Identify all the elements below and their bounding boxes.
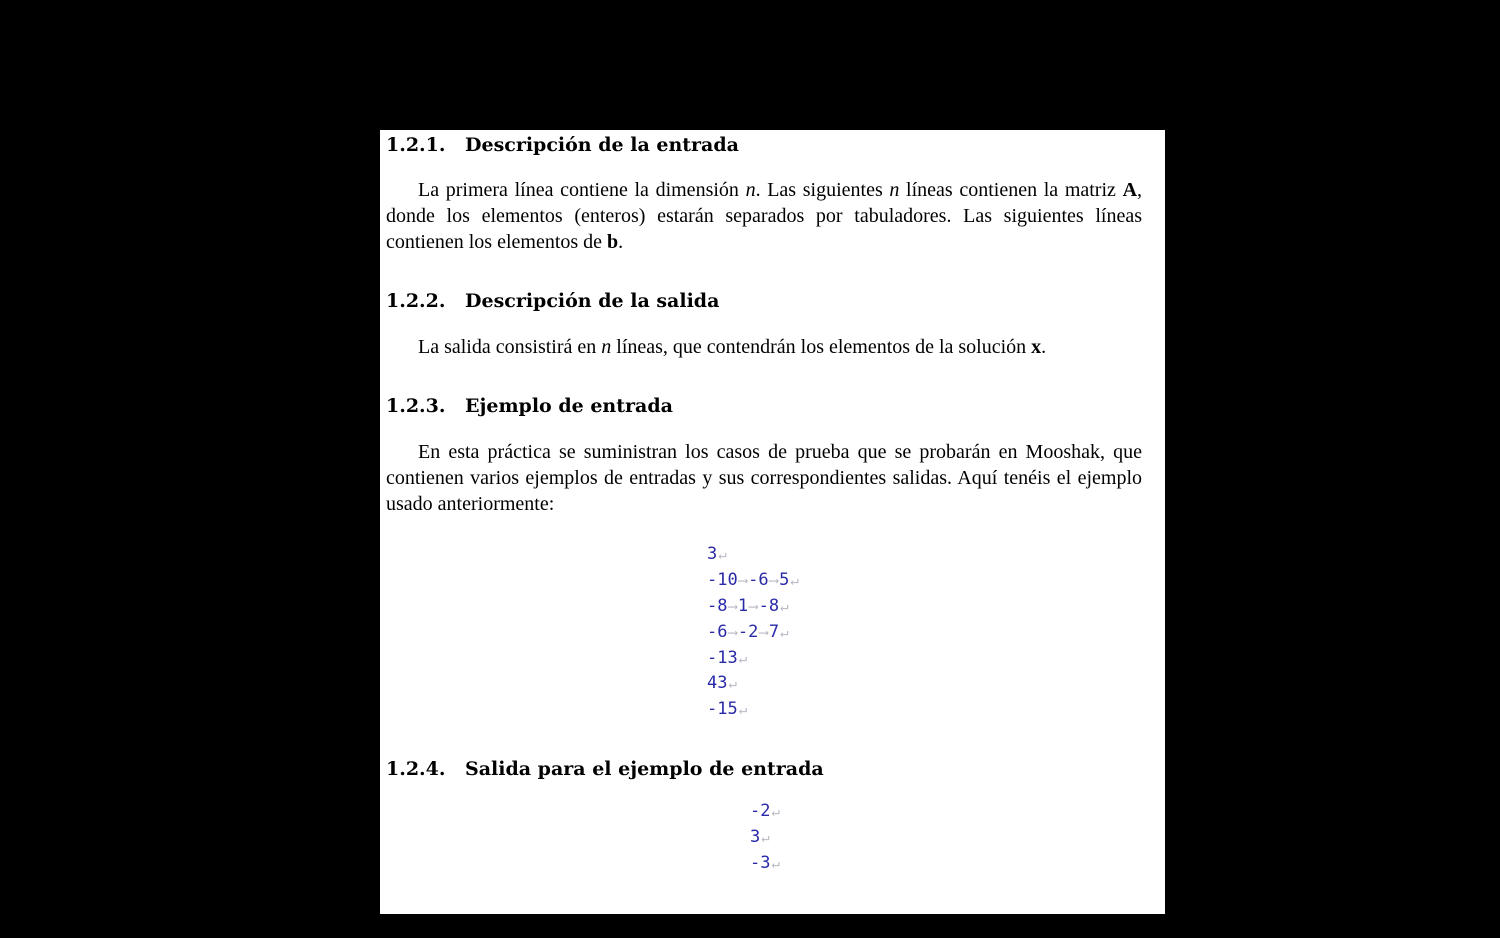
paragraph-ejemplo-entrada: En esta práctica se suministran los casos de prueba que se probarán en Mooshak, que contienen varios ejemplos de entradas y sus correspondientes salidas. Aquí tenéis el ejemplo usado anteriormente: xyxy=(386,441,1142,515)
code-line xyxy=(750,851,780,877)
newline-icon: ↵ xyxy=(738,702,748,719)
newline-icon: ↵ xyxy=(738,650,748,667)
code-value: -2 xyxy=(750,801,771,821)
code-line xyxy=(707,697,799,723)
code-value: -13 xyxy=(707,647,738,668)
code-value: -8 xyxy=(758,595,780,616)
code-value: -6 xyxy=(707,621,728,642)
newline-icon: ↵ xyxy=(771,855,780,872)
section-heading-entrada xyxy=(386,131,739,159)
code-line xyxy=(707,568,799,594)
code-line xyxy=(707,594,799,620)
newline-icon: ↵ xyxy=(728,676,737,693)
newline-icon: ↵ xyxy=(780,624,789,641)
section-number: 1.2.4. xyxy=(386,758,446,780)
code-value: -8 xyxy=(707,595,728,616)
matrix-A: A xyxy=(1122,179,1138,201)
variable-n: n xyxy=(889,179,900,201)
code-value: -10 xyxy=(707,569,738,590)
paragraph-entrada: La primera línea contiene la dimensión n. Las siguientes n líneas contienen la matriz A, donde los elementos (enteros) estarán separados por tabuladores. Las siguientes líneas contienen los elementos de b. xyxy=(386,179,1143,253)
code-line xyxy=(707,620,799,646)
vector-b: b xyxy=(607,231,619,253)
example-input-code xyxy=(707,542,799,723)
newline-icon: ↵ xyxy=(771,804,780,820)
newline-icon: ↵ xyxy=(790,572,799,589)
code-value: 7 xyxy=(768,621,780,642)
newline-icon: ↵ xyxy=(718,547,727,563)
section-title: Descripción de la entrada xyxy=(465,134,739,156)
section-title: Ejemplo de entrada xyxy=(465,395,673,417)
tab-arrow-icon: ⟶ xyxy=(749,598,758,615)
code-value: -15 xyxy=(707,699,738,720)
code-line xyxy=(707,542,799,568)
code-value: 5 xyxy=(779,569,790,590)
section-number: 1.2.1. xyxy=(386,134,446,156)
section-heading-salida xyxy=(386,287,719,315)
tab-arrow-icon: ⟶ xyxy=(728,598,737,615)
code-value: 1 xyxy=(737,595,749,616)
code-line xyxy=(707,671,799,697)
section-heading-ejemplo-entrada xyxy=(386,392,673,420)
tab-arrow-icon: ⟶ xyxy=(738,572,748,589)
variable-n: n xyxy=(601,336,612,358)
code-value: -3 xyxy=(750,852,771,873)
code-value: 43 xyxy=(707,673,728,694)
section-number: 1.2.3. xyxy=(386,395,446,417)
document-page xyxy=(380,130,1165,914)
newline-icon: ↵ xyxy=(780,598,789,615)
code-value: -6 xyxy=(748,569,769,590)
section-title: Salida para el ejemplo de entrada xyxy=(465,758,824,780)
tab-arrow-icon: ⟶ xyxy=(769,572,779,589)
tab-arrow-icon: ⟶ xyxy=(728,624,737,641)
example-output-code xyxy=(750,799,780,877)
code-value: -2 xyxy=(737,621,759,642)
section-heading-ejemplo-salida xyxy=(386,755,824,783)
paragraph-salida: La salida consistirá en n líneas, que contendrán los elementos de la solución x. xyxy=(418,336,1047,358)
code-line xyxy=(707,646,799,672)
newline-icon: ↵ xyxy=(761,829,770,846)
tab-arrow-icon: ⟶ xyxy=(759,624,768,641)
section-title: Descripción de la salida xyxy=(465,290,720,312)
vector-x: x xyxy=(1031,336,1042,358)
code-value: 3 xyxy=(750,826,761,847)
code-line xyxy=(750,799,780,825)
section-number: 1.2.2. xyxy=(386,290,446,312)
code-line xyxy=(750,825,780,851)
variable-n: n xyxy=(745,179,756,201)
code-value: 3 xyxy=(707,544,718,564)
